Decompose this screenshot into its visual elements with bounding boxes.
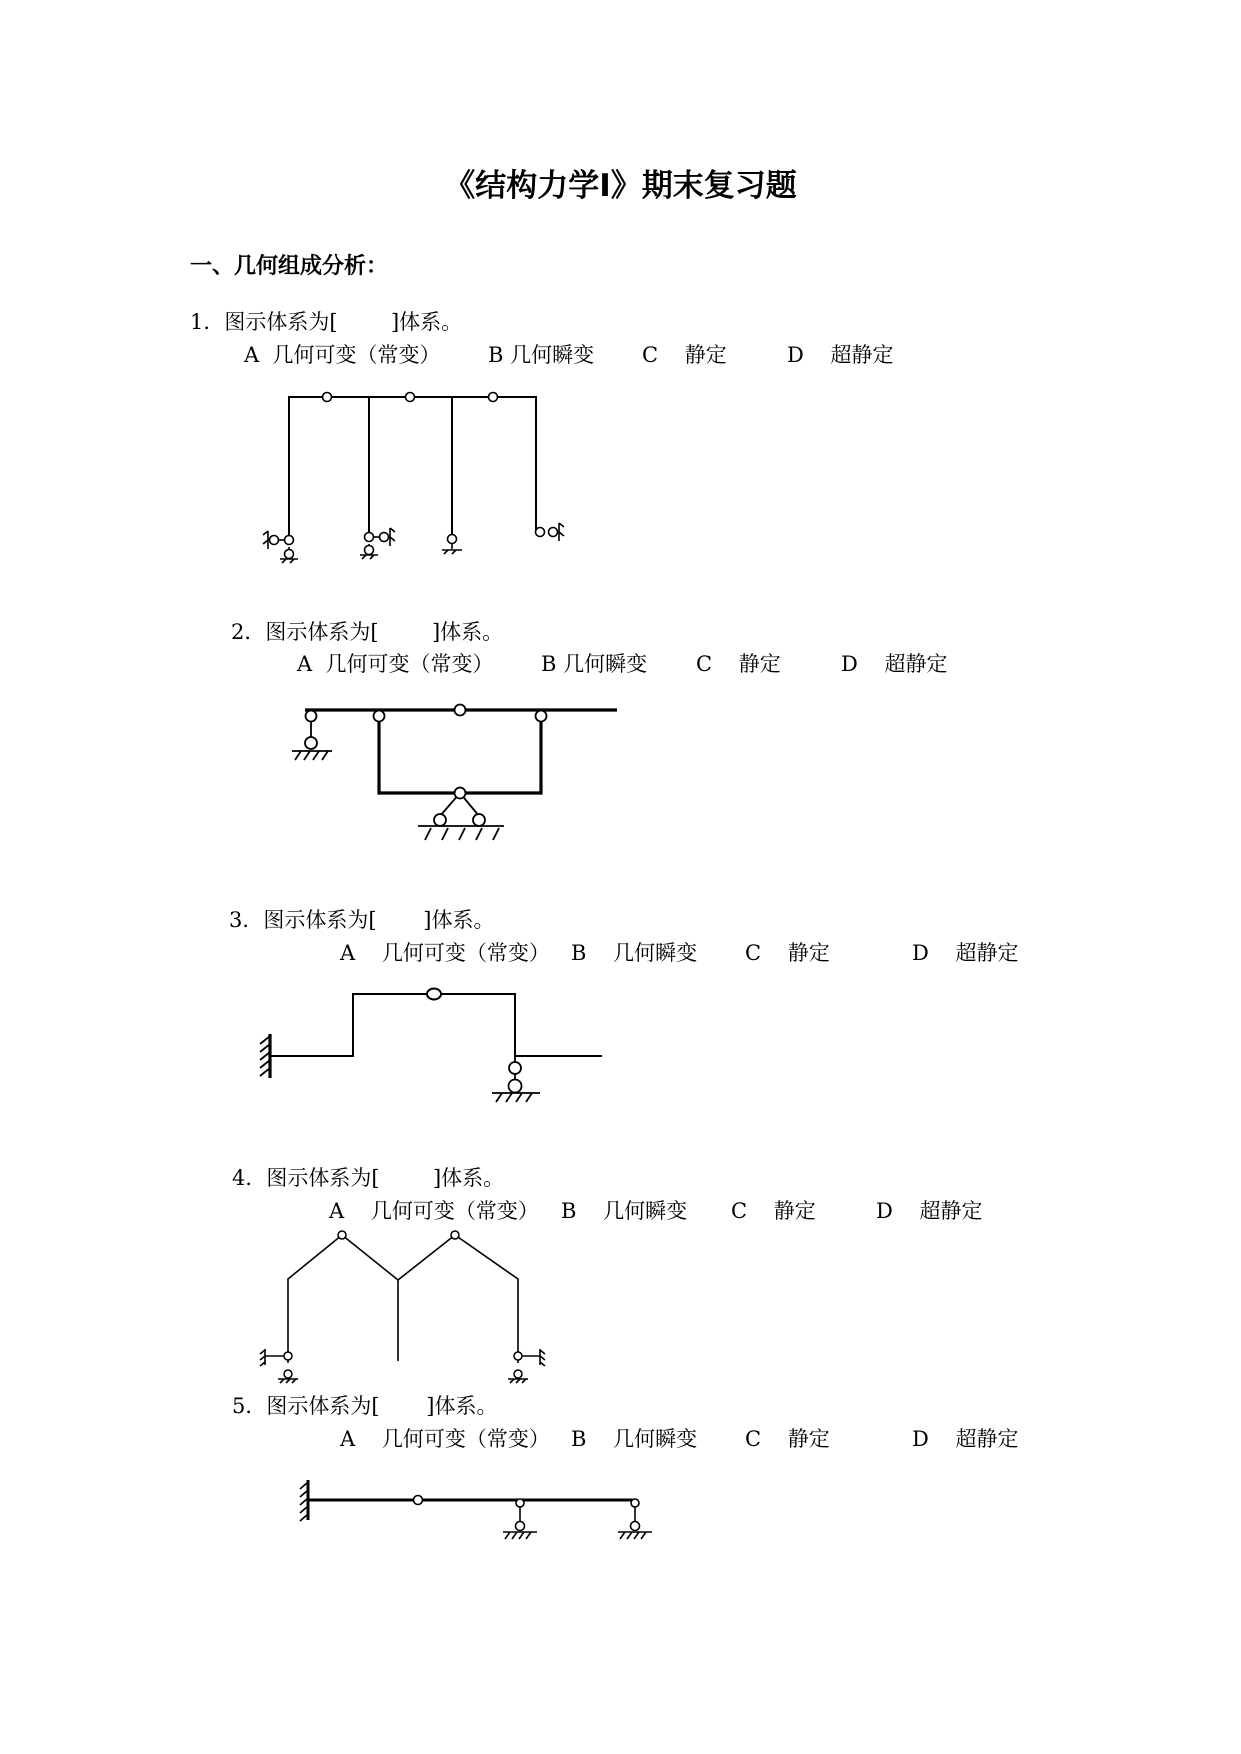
q4-option-c: C 静定 <box>731 1199 816 1223</box>
q2-option-a: A 几何可变（常变） <box>297 652 494 676</box>
question-5-text: 5．图示体系为[ ]体系。 <box>232 1394 498 1418</box>
q5-option-d: D 超静定 <box>912 1427 1019 1451</box>
q1-option-d: D 超静定 <box>787 343 894 367</box>
question-4-text: 4．图示体系为[ ]体系。 <box>232 1166 505 1190</box>
q3-option-b: B 几何瞬变 <box>571 941 698 965</box>
question-1-figure <box>260 385 580 565</box>
q5-option-c: C 静定 <box>745 1427 830 1451</box>
q1-option-a: A 几何可变（常变） <box>244 343 441 367</box>
question-2-figure <box>285 700 625 860</box>
q1-option-b: B 几何瞬变 <box>488 343 595 367</box>
question-3-figure <box>250 980 610 1110</box>
q3-option-a: A 几何可变（常变） <box>340 941 550 965</box>
q2-option-c: C 静定 <box>696 652 781 676</box>
q4-option-d: D 超静定 <box>876 1199 983 1223</box>
q5-option-a: A 几何可变（常变） <box>340 1427 550 1451</box>
page-title: 《结构力学Ⅰ》期末复习题 <box>444 168 797 204</box>
question-3-text: 3．图示体系为[ ]体系。 <box>229 908 495 932</box>
question-1-text: 1．图示体系为[ ]体系。 <box>190 310 463 334</box>
q2-option-d: D 超静定 <box>841 652 948 676</box>
q1-option-c: C 静定 <box>642 343 727 367</box>
q3-option-c: C 静定 <box>745 941 830 965</box>
q3-option-d: D 超静定 <box>912 941 1019 965</box>
q4-option-a: A 几何可变（常变） <box>329 1199 539 1223</box>
section-heading: 一、几何组成分析： <box>190 254 389 279</box>
q5-option-b: B 几何瞬变 <box>571 1427 698 1451</box>
question-5-figure <box>290 1480 670 1560</box>
question-4-figure <box>255 1225 555 1395</box>
q4-option-b: B 几何瞬变 <box>561 1199 688 1223</box>
q2-option-b: B 几何瞬变 <box>541 652 648 676</box>
question-2-text: 2．图示体系为[ ]体系。 <box>231 620 504 644</box>
